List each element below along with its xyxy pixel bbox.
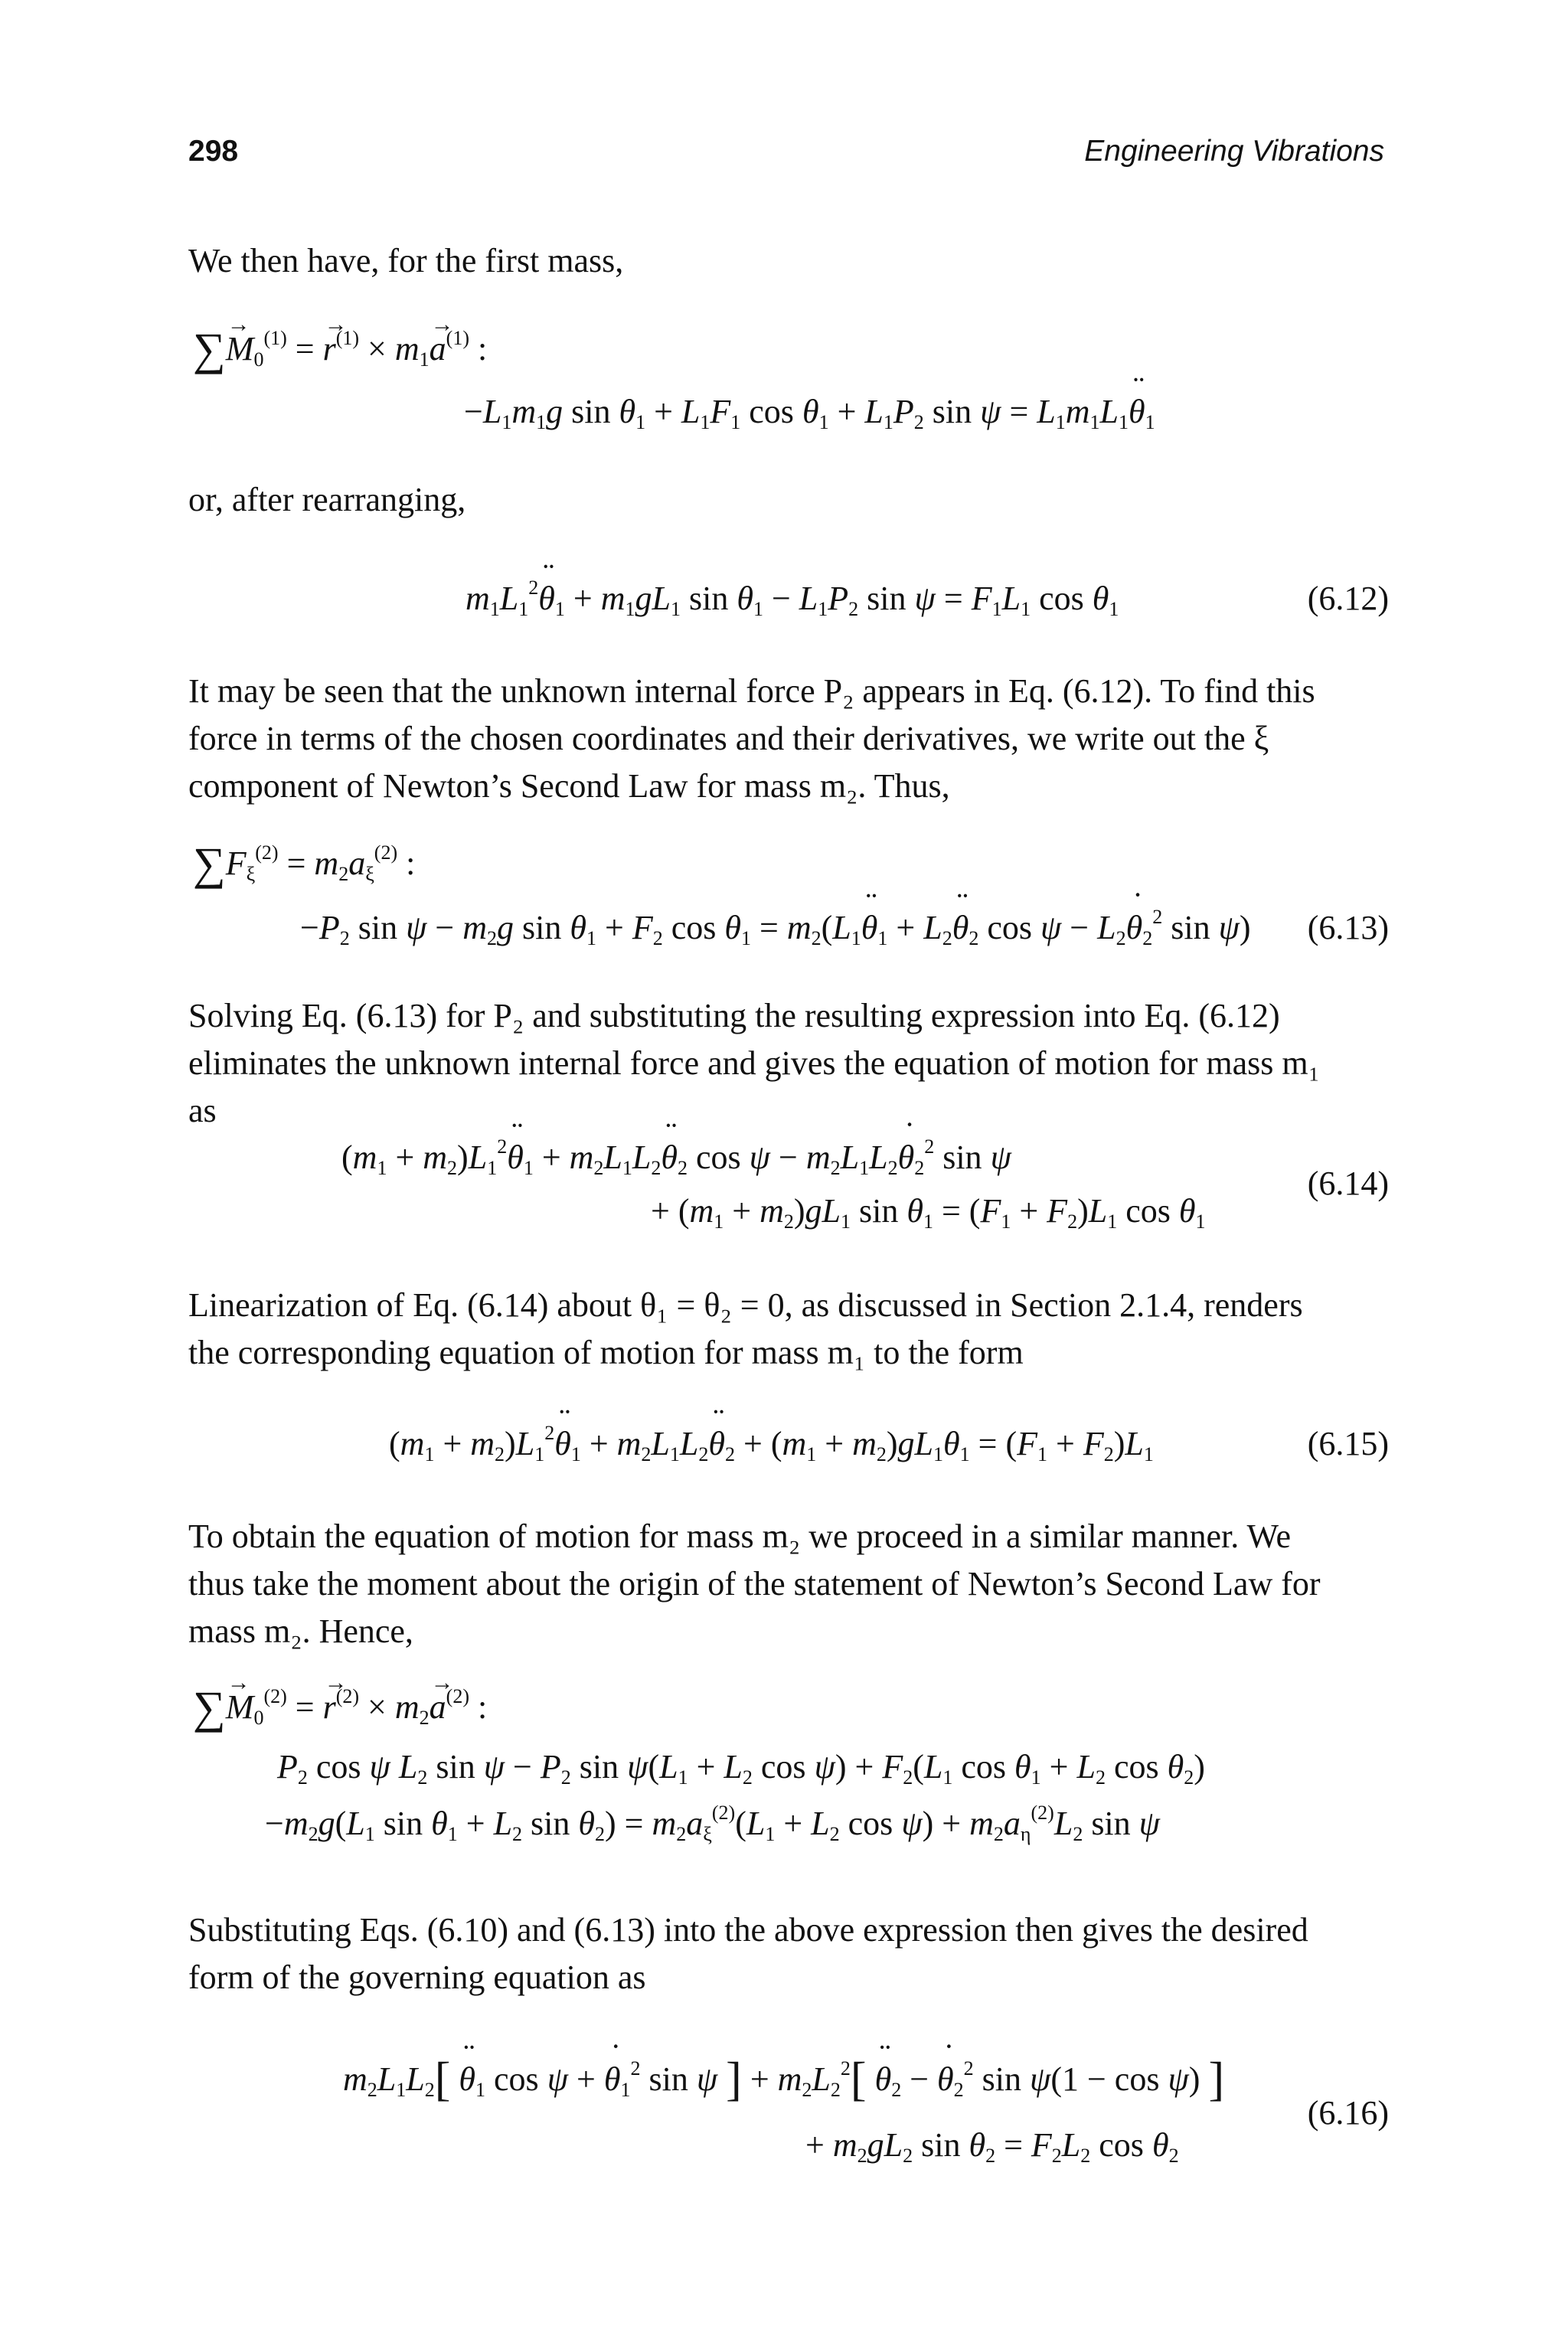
paragraph-linearization: Linearization of Eq. (6.14) about θ₁ = θ₂ = 0, as discussed in Section 2.1.4, renders the corresponding equation of motion for mass m₁ to the form	[188, 1286, 1303, 1371]
paragraph-solving: Solving Eq. (6.13) for P₂ and substituting the resulting expression into Eq. (6.12) eliminates the unknown internal force and gives the equation of motion for mass m₁ as	[188, 997, 1320, 1129]
paragraph-substituting: Substituting Eqs. (6.10) and (6.13) into the above expression then gives the desired form of the governing equation as	[188, 1911, 1308, 1996]
equation-number-6-12: (6.12)	[1307, 580, 1389, 617]
force-equation-xi-header: $\sum F_\xi^{(2)} = m_2a_\xi^{(2)}$ :	[193, 838, 416, 889]
equation-6-14-line1: ($m_1$ + $m_2)L_1^2¨$ $\theta_1$ + $m_2L_1L_2¨$ $\theta_2$ $\cos \psi - m_2L_1L_2˙$ $\theta_2^2$ sin ψ	[341, 1138, 1011, 1178]
equation-number-6-15: (6.15)	[1307, 1425, 1389, 1462]
equation-6-13: $-P_2$ $\sin \psi - m_2g$ $\sin \theta_1 + F_2$ $\cos \theta_1$ = $m_2(L_1¨$ $\theta_1$ + $L_2¨$ $\theta_2$ $\cos \psi - L_2˙$ $\theta_2^2$ sin ψ)	[300, 908, 1251, 948]
equation-6-16-line1: $m_2L_1L_2$[ ¨ $\theta_1$ cos ψ + ˙ $\theta_1^2$ sin ψ ] + $m_2L_2^2$[ ¨ $\theta_2$ − ˙ $\theta_2^2$ sin ψ(1 − cos ψ) ]	[343, 2060, 1224, 2099]
paragraph-internal-force: It may be seen that the unknown internal force P₂ appears in Eq. (6.12). To find this force in terms of the chosen coordinates and their derivatives, we write out the ξ component of Newton’s Second Law for mass m₂. Thus,	[188, 672, 1315, 805]
equation-6-16-line2: + $m_2gL_2$ $\sin \theta_2 = F_2L_2$ $\cos \theta_2$	[805, 2126, 1179, 2167]
paragraph-rearranging: or, after rearranging,	[188, 481, 466, 518]
moment-equation-mass1: $-L_1m_1g$ $\sin \theta_1 + L_1F_1$ $\cos \theta_1 + L_1P_2$ $\sin \psi = L_1m_1L_1¨$ $\theta_1$	[464, 392, 1155, 432]
equation-number-6-13: (6.13)	[1307, 909, 1389, 946]
equation-6-15: ($m_1$ + $m_2)L_1^2¨$ $\theta_1$ + $m_2L_1L_2¨$ $\theta_2 + (m_1 + m_2)gL_1\theta_1 = (F_1 + F_2)L_1$	[389, 1424, 1154, 1464]
moment-equation-mass2-line2: $-m_2g(L_1$ $\sin \theta_1 + L_2$ $\sin \theta_2) = m_2a_\xi^{(2)}(L_1 + L_2$ $\cos \psi) + m_2a_\eta^{(2)}L_2$ sin ψ	[265, 1802, 1160, 1845]
moment-equation-mass1-header: ∑→ $M_0^{(1)}$ = → $r^{(1)} \times m_1\to a^{(1)}$ :	[193, 329, 487, 369]
moment-equation-mass2-line1: $P_2$ cos ψ $L_2$ $\sin \psi - P_2$ $\sin \psi(L_1 + L_2$ $\cos \psi) + F_2(L_1$ $\cos \theta_1 + L_2$ $\cos \theta_2$)	[277, 1748, 1205, 1789]
paragraph-intro: We then have, for the first mass,	[188, 242, 624, 279]
equation-number-6-14: (6.14)	[1307, 1165, 1389, 1202]
paragraph-mass2: To obtain the equation of motion for mass m₂ we proceed in a similar manner. We thus take the moment about the origin of the statement of Newton’s Second Law for mass m₂. Hence,	[188, 1518, 1321, 1650]
equation-number-6-16: (6.16)	[1307, 2094, 1389, 2132]
equation-6-14-line2: + $(m_1 + m_2)gL_1$ $\sin \theta_1 = (F_1 + F_2)L_1$ $\cos \theta_1$	[651, 1192, 1206, 1233]
moment-equation-mass2-header: ∑→ $M_0^{(2)}$ = → $r^{(2)} \times m_2\to a^{(2)}$ :	[193, 1687, 487, 1727]
page-number: 298	[188, 135, 239, 168]
running-head-title: Engineering Vibrations	[1084, 135, 1384, 168]
equation-6-12: $m_1L_1^2¨$ $\theta_1 + m_1gL_1$ $\sin \theta_1 - L_1P_2$ $\sin \psi = F_1L_1$ $\cos \theta_1$	[466, 579, 1119, 619]
